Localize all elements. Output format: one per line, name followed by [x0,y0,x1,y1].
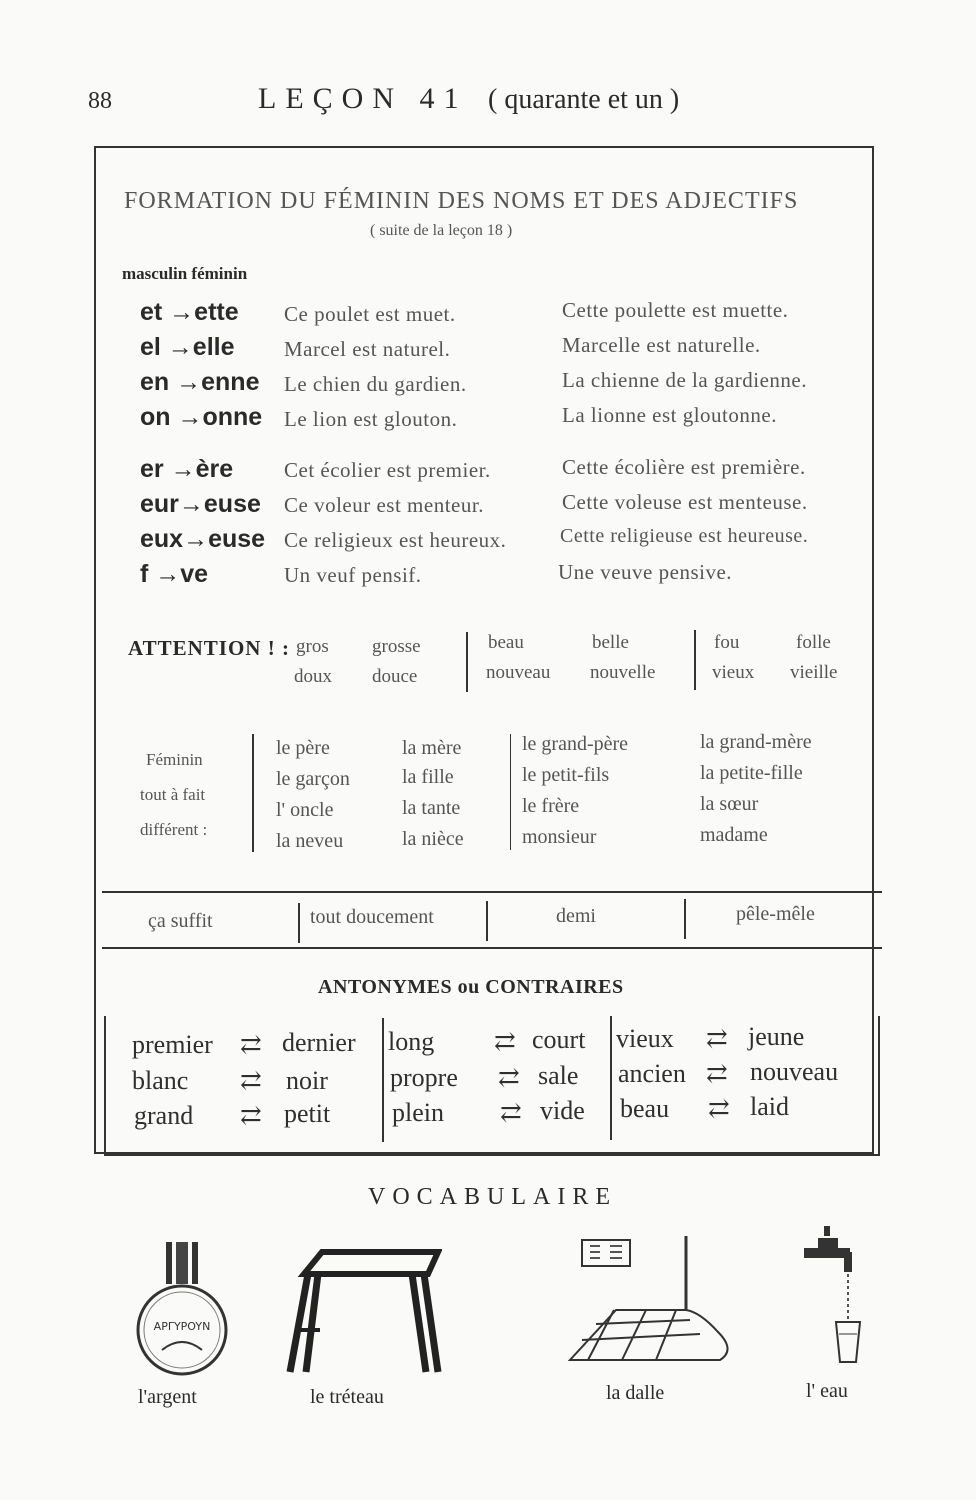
antonym-word: court [532,1025,586,1054]
vocab-caption: le tréteau [310,1386,384,1408]
divider [486,901,488,941]
masculine-example: Marcel est naturel. [284,337,451,361]
antonym-word: plein [392,1098,444,1127]
word: vieille [790,662,838,683]
divider [610,1016,612,1140]
masculine-example: Ce poulet est muet. [284,302,456,326]
exchange-arrow-icon: ⇄ [706,1024,728,1053]
antonym-word: long [388,1027,435,1056]
exchange-arrow-icon: ⇄ [708,1094,730,1123]
antonym-word: ancien [618,1059,686,1088]
rule: eux→euse [140,525,266,553]
water-tap-illustration [800,1226,866,1366]
expression: pêle-mêle [736,903,815,925]
lesson-subtitle: ( quarante et un ) [488,84,680,115]
expression: tout doucement [310,906,434,928]
antonym-word: nouveau [750,1057,839,1086]
rule: en →enne [140,368,260,396]
divider [466,632,468,692]
different-label: tout à fait [140,785,206,804]
column-heads: masculin féminin [122,264,248,283]
vocab-caption: la dalle [606,1382,665,1404]
word: belle [592,632,629,653]
exchange-arrow-icon: ⇄ [240,1101,262,1130]
masculine-example: Le chien du gardien. [284,372,467,396]
word: gros [296,636,329,657]
exchange-arrow-icon: ⇄ [706,1059,728,1088]
feminine-example: La lionne est gloutonne. [562,403,777,427]
word: la grand-mère [700,731,812,753]
word: le père [276,737,330,759]
word: douce [372,666,418,687]
vocab-caption: l' eau [806,1380,848,1402]
antonym-word: propre [390,1063,458,1092]
expression: ça suffit [148,910,213,932]
word: monsieur [522,826,597,848]
divider [684,899,686,939]
feminine-example: Marcelle est naturelle. [562,333,761,357]
antonym-word: petit [284,1099,331,1128]
word: folle [796,632,831,653]
word: la tante [402,797,461,819]
antonym-word: vieux [616,1024,674,1053]
word: la mère [402,737,462,759]
antonym-word: blanc [132,1066,189,1095]
word: le petit-fils [522,764,610,786]
antonym-word: laid [750,1092,789,1121]
rule: er →ère [140,455,234,483]
exchange-arrow-icon: ⇄ [240,1030,262,1059]
word: vieux [712,662,755,683]
word: la sœur [700,793,759,815]
feminine-example: Une veuve pensive. [558,560,733,584]
feminine-example: La chienne de la gardienne. [562,368,807,392]
exchange-arrow-icon: ⇄ [500,1098,522,1127]
divider [510,734,511,850]
trestle-illustration [282,1246,442,1382]
feminine-example: Cette écolière est première. [562,455,806,479]
exchange-arrow-icon: ⇄ [498,1063,520,1092]
exchange-arrow-icon: ⇄ [240,1066,262,1095]
divider [694,630,696,690]
feminine-example: Cette religieuse est heureuse. [560,525,809,547]
word: nouvelle [590,662,656,683]
word: le frère [522,795,580,817]
vocab-caption: l'argent [138,1386,197,1408]
word: fou [714,632,740,653]
rule: eur→euse [140,490,261,518]
antonym-word: beau [620,1094,670,1123]
coin-illustration [128,1238,236,1388]
word: beau [488,632,524,653]
section-title: FORMATION DU FÉMININ DES NOMS ET DES ADJECTIFS [124,188,799,214]
word: doux [294,666,332,687]
antonym-word: premier [132,1030,213,1059]
antonym-word: sale [538,1061,579,1090]
lesson-title: LEÇON 41 [258,82,468,115]
word: le garçon [276,768,350,790]
flagstone-illustration [560,1236,738,1376]
rule: el →elle [140,333,235,361]
different-label: Féminin [146,750,203,769]
section-subtitle: ( suite de la leçon 18 ) [370,222,513,239]
svg-text:APΓYPOYN: APΓYPOYN [153,1320,211,1333]
word: la nièce [402,828,464,850]
word: la neveu [276,830,344,852]
antonyms-title: ANTONYMES ou CONTRAIRES [318,976,624,998]
word: la fille [402,766,454,788]
different-label: différent : [140,820,208,839]
masculine-example: Ce voleur est menteur. [284,493,484,517]
attention-label: ATTENTION ! : [128,636,290,660]
word: la petite-fille [700,762,803,784]
masculine-example: Cet écolier est premier. [284,458,491,482]
page-number: 88 [88,88,112,114]
vocabulary-title: VOCABULAIRE [368,1184,617,1210]
divider [252,734,254,852]
masculine-example: Le lion est glouton. [284,407,458,431]
masculine-example: Un veuf pensif. [284,563,422,587]
rule: on →onne [140,403,263,431]
rule: f →ve [140,560,209,588]
divider [298,903,300,943]
antonym-word: dernier [282,1028,356,1057]
divider [382,1018,384,1142]
antonym-word: jeune [748,1022,805,1051]
word: l' oncle [276,799,334,821]
feminine-example: Cette poulette est muette. [562,298,789,322]
antonym-word: noir [286,1066,328,1095]
rule: et →ette [140,298,239,326]
word: madame [700,824,768,846]
expression: demi [556,905,596,927]
word: le grand-père [522,733,629,755]
masculine-example: Ce religieux est heureux. [284,528,507,552]
feminine-example: Cette voleuse est menteuse. [562,490,808,514]
exchange-arrow-icon: ⇄ [494,1027,516,1056]
antonym-word: vide [540,1096,585,1125]
antonym-word: grand [134,1101,194,1130]
word: nouveau [486,662,551,683]
word: grosse [372,636,421,657]
